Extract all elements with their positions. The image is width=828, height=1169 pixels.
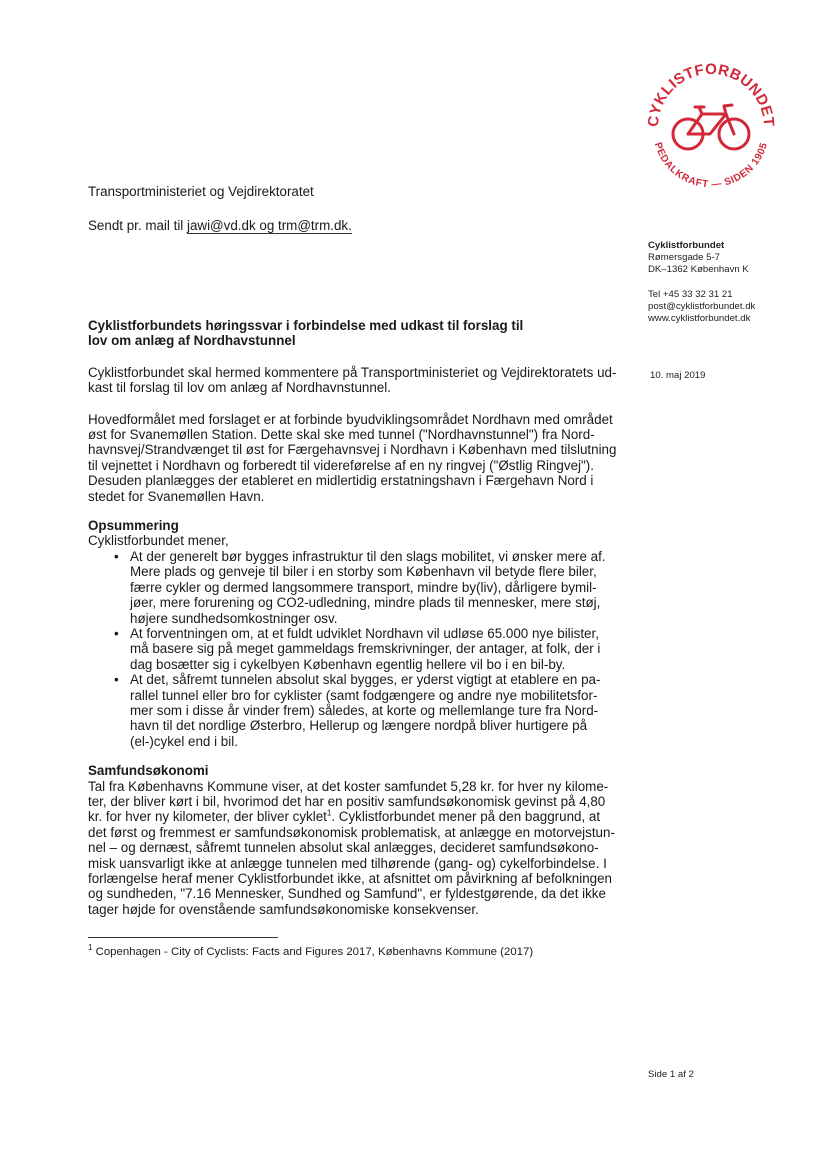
- page-number: Side 1 af 2: [648, 1069, 694, 1080]
- bullet-line: højere sundhedsomkostninger osv.: [130, 610, 338, 626]
- letter-date: 10. maj 2019: [650, 370, 706, 381]
- bullet-line: At der generelt bør bygges infrastruktur til den slags mobilitet, vi ønsker mere af.: [130, 548, 606, 564]
- footnote-text: Copenhagen - City of Cyclists: Facts and Figures 2017, Københavns Kommune (2017): [92, 946, 534, 958]
- bullet-icon: •: [114, 625, 119, 641]
- purpose-line: Hovedformålet med forslaget er at forbinde byudviklingsområdet Nordhavn med området: [88, 411, 613, 427]
- sender-address-1: Rømersgade 5-7: [648, 252, 720, 264]
- economy-line: det først og fremmest er samfundsøkonomisk problematisk, at anlægge en motorvejstun-: [88, 824, 615, 840]
- sender-address-2: DK–1362 København K: [648, 264, 749, 276]
- summary-list: [88, 549, 618, 749]
- list-item: [88, 626, 618, 672]
- letter-title-line-2: lov om anlæg af Nordhavstunnel: [88, 333, 296, 349]
- sender-web-link[interactable]: www.cyklistforbundet.dk: [648, 313, 751, 325]
- economy-line: [88, 809, 618, 824]
- economy-line: nel – og dernæst, såfremt tunnelen absolut skal anlægges, decideret samfundsøkono-: [88, 840, 599, 856]
- purpose-line: Desuden planlægges der etableret en midlertidig erstatningshavn i Færgehavn Nord i: [88, 473, 594, 489]
- bullet-line: At det, såfremt tunnelen absolut skal bygges, er yderst vigtigt at etablere en pa-: [130, 672, 601, 688]
- logo-graphic: [636, 52, 786, 202]
- list-item: [88, 672, 618, 749]
- logo-bottom-text: PEDALKRAFT — SIDEN 1905: [651, 141, 771, 191]
- bullet-line: At forventningen om, at et fuldt udviklet Nordhavn vil udløse 65.000 nye bilister,: [130, 625, 599, 641]
- bullet-icon: •: [114, 548, 119, 564]
- sender-org: Cyklistforbundet: [648, 240, 725, 251]
- sender-phone: Tel +45 33 32 31 21: [648, 288, 733, 300]
- bullet-line: færre cykler og dermed langsommere transport, mindre by(liv), dårligere bymil-: [130, 579, 597, 595]
- svg-text:PEDALKRAFT — SIDEN 1905: [652, 141, 770, 190]
- recipient-emails-link[interactable]: jawi@vd.dk og trm@trm.dk.: [186, 218, 352, 233]
- bullet-icon: •: [114, 672, 119, 688]
- bullet-line: dag bosætter sig i cykelbyen København egentlig hellere vil bo i en bil-by.: [130, 656, 566, 672]
- purpose-line: øst for Svanemøllen Station. Dette skal ske med tunnel ("Nordhavnstunnel") fra Nord-: [88, 427, 595, 443]
- logo-top-text: CYKLISTFORBUNDET: [644, 60, 778, 128]
- sender-block: [648, 240, 818, 325]
- letter-body: [88, 318, 618, 917]
- bullet-line: jøer, mere forurening og CO2-udledning, mindre plads til mennesker, mere støj,: [130, 595, 601, 611]
- intro-line-2: kast til forslag til lov om anlæg af Nordhavnstunnel.: [88, 380, 391, 396]
- footnote-ref[interactable]: 1: [326, 808, 332, 818]
- summary-intro: Cyklistforbundet mener,: [88, 533, 229, 549]
- bullet-line: Mere plads og genveje til biler i en storby som København vil betyde flere biler,: [130, 564, 597, 580]
- purpose-line: til vejnettet i Nordhavn og forberedt til videreførelse af en ny ringvej ("Østlig Ringvej").: [88, 457, 594, 473]
- purpose-line: havnsvej/Strandvænget til øst for Færgehavnsvej i Nordhavn i København med tilslutning: [88, 442, 617, 458]
- economy-line-part: kr. for hver ny kilometer, der bliver cyklet: [88, 809, 327, 825]
- footnote-divider: [88, 937, 278, 938]
- purpose-line: stedet for Svanemøllen Havn.: [88, 488, 265, 504]
- sent-line: [88, 218, 352, 233]
- economy-line: tager højde for ovenstående samfundsøkonomiske konsekvenser.: [88, 901, 479, 917]
- purpose-paragraph: [88, 412, 618, 504]
- economy-line-part: . Cyklistforbundet mener på den baggrund, at: [331, 809, 601, 825]
- footnote-mark: 1: [88, 943, 93, 953]
- sent-prefix: Sendt pr. mail til: [88, 218, 187, 233]
- economy-line: og sundheden, "7.16 Mennesker, Sundhed og Samfund", er fyldestgørende, da det ikke: [88, 886, 606, 902]
- economy-line: misk uansvarligt ikke at anlægge tunnelen med tilhørende (gang- og) cykelforbindelse. I: [88, 855, 607, 871]
- economy-paragraph: [88, 779, 618, 918]
- recipient-name: Transportministeriet og Vejdirektoratet: [88, 184, 314, 199]
- economy-heading: Samfundsøkonomi: [88, 763, 209, 779]
- intro-line-1: Cyklistforbundet skal hermed kommentere på Transportministeriet og Vejdirektoratets ud-: [88, 364, 617, 380]
- economy-line: ter, der bliver kørt i bil, hvorimod det har en positiv samfundsøkonomisk gevinst på 4,80: [88, 793, 606, 809]
- list-item: [88, 549, 618, 626]
- economy-line: forlængelse heraf mener Cyklistforbundet ikke, at afsnittet om påvirkning af befolkningen: [88, 871, 613, 886]
- bullet-line: havn til det nordlige Østerbro, Hellerup og længere nordpå bliver hurtigere på: [130, 718, 588, 734]
- letter-title-line-1: Cyklistforbundets høringssvar i forbindelse med udkast til forslag til: [88, 318, 524, 333]
- bullet-line: (el-)cykel end i bil.: [130, 733, 238, 749]
- bicycle-icon: [673, 105, 749, 149]
- cyklistforbundet-logo: [636, 52, 786, 202]
- svg-text:CYKLISTFORBUNDET: [645, 61, 777, 128]
- sender-email-link[interactable]: post@cyklistforbundet.dk: [648, 300, 756, 312]
- bullet-line: må basere sig på meget gammeldags fremskrivninger, der antager, at folk, der i: [130, 641, 601, 657]
- economy-line: Tal fra Københavns Kommune viser, at det koster samfundet 5,28 kr. for hver ny kilome-: [88, 778, 609, 794]
- summary-heading: Opsummering: [88, 518, 179, 534]
- footnote: [88, 943, 534, 958]
- bullet-line: rallel tunnel eller bro for cyklister (samt fodgængere og andre nye mobilitetsfor-: [130, 687, 598, 703]
- bullet-line: mer som i disse år vinder frem) således, at korte og mellemlange ture fra Nord-: [130, 702, 599, 718]
